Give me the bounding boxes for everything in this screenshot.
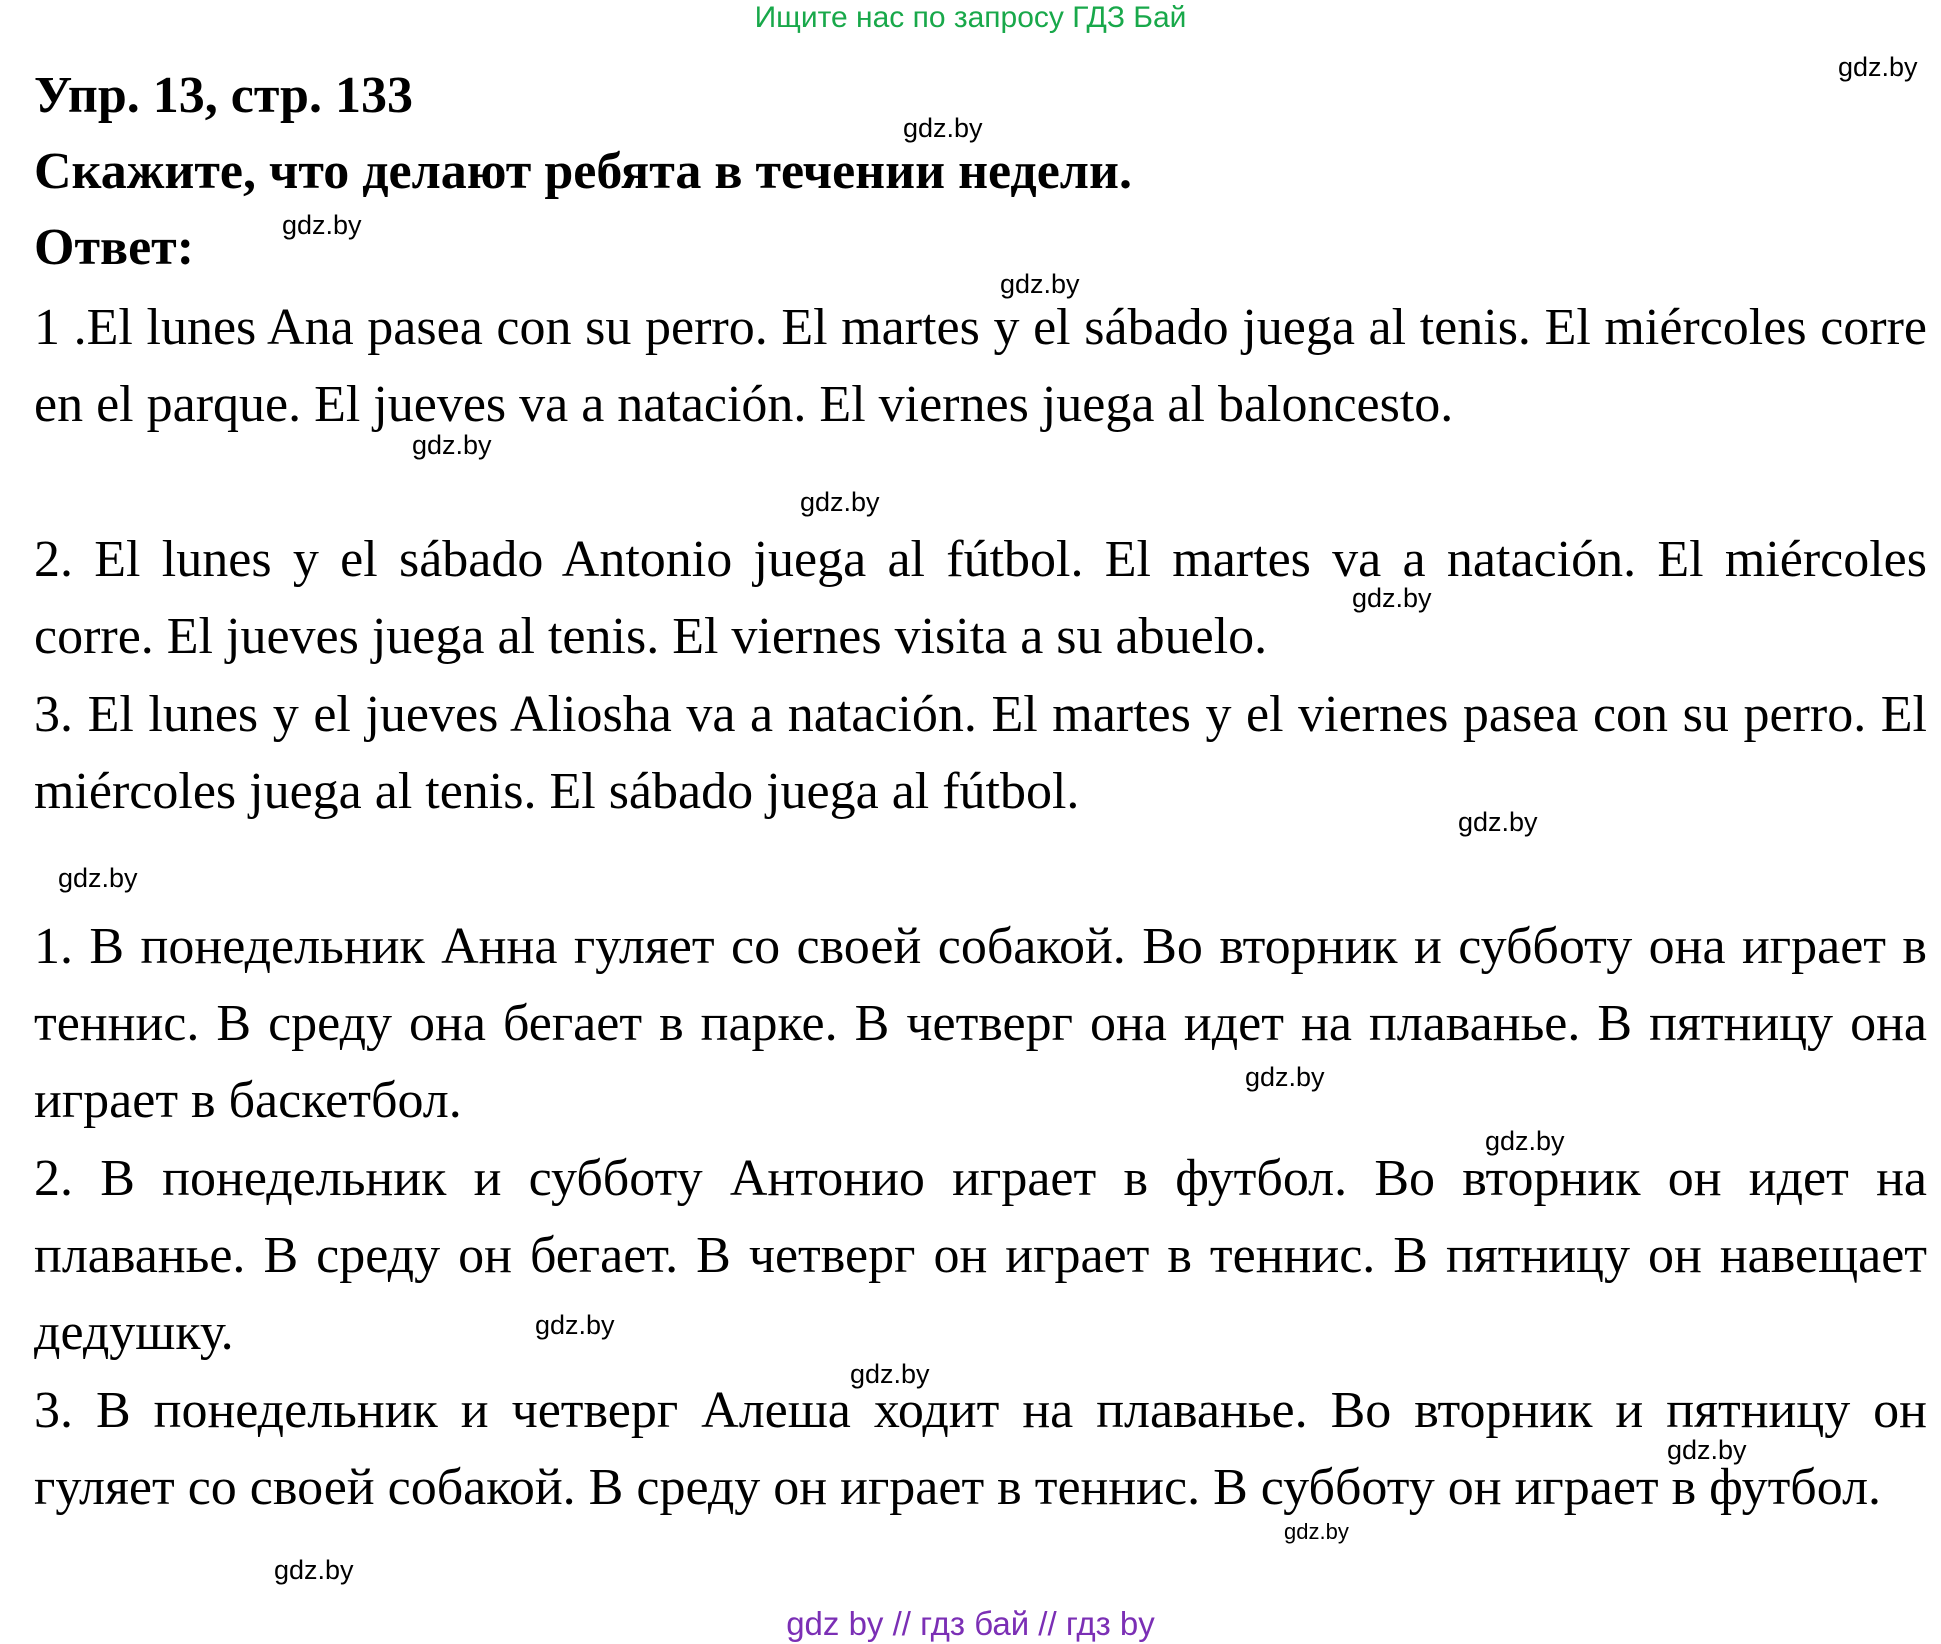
watermark: gdz.by bbox=[282, 210, 362, 240]
footer-links: gdz by // гдз бай // гдз by bbox=[786, 1605, 1155, 1642]
watermark: gdz.by bbox=[1667, 1435, 1747, 1465]
watermark: gdz.by bbox=[1485, 1126, 1565, 1156]
watermark: gdz.by bbox=[1245, 1062, 1325, 1092]
watermark: gdz.by bbox=[1284, 1519, 1349, 1544]
russian-paragraph-1: 1. В понедельник Анна гуляет со своей собакой. Во вторник и субботу она играет в теннис. В среду она бегает в парке. В четверг она идет на плаванье. В пятницу она играет в баскетбол. bbox=[34, 918, 1927, 1129]
watermark: gdz.by bbox=[1838, 52, 1918, 82]
watermark: gdz.by bbox=[903, 113, 983, 143]
watermark: gdz.by bbox=[535, 1310, 615, 1340]
watermark: gdz.by bbox=[1458, 807, 1538, 837]
russian-paragraph-2: 2. В понедельник и субботу Антонио играет в футбол. Во вторник он идет на плаванье. В среду он бегает. В четверг он играет в теннис. В пятницу он навещает дедушку. bbox=[34, 1150, 1927, 1361]
spanish-paragraph-3: 3. El lunes y el jueves Aliosha va a natación. El martes y el viernes pasea con su perro. El miércoles juega al tenis. El sábado juega al fútbol. bbox=[34, 686, 1927, 820]
watermark: gdz.by bbox=[412, 430, 492, 460]
answer-label: Ответ: bbox=[34, 219, 195, 276]
russian-paragraph-3: 3. В понедельник и четверг Алеша ходит на плаванье. Во вторник и пятницу он гуляет со своей собакой. В среду он играет в теннис. В субботу он играет в футбол. bbox=[34, 1382, 1927, 1516]
spanish-paragraph-1: 1 .El lunes Ana pasea con su perro. El martes y el sábado juega al tenis. El miércoles corre en el parque. El jueves va a natación. El viernes juega al baloncesto. bbox=[34, 299, 1927, 433]
top-banner: Ищите нас по запросу ГДЗ Бай bbox=[754, 1, 1187, 34]
spanish-paragraph-2: 2. El lunes y el sábado Antonio juega al fútbol. El martes va a natación. El miércoles corre. El jueves juega al tenis. El viernes visita a su abuelo. bbox=[34, 531, 1927, 665]
watermark: gdz.by bbox=[1000, 269, 1080, 299]
watermark: gdz.by bbox=[800, 487, 880, 517]
watermark: gdz.by bbox=[850, 1359, 930, 1389]
watermark: gdz.by bbox=[274, 1555, 354, 1585]
exercise-title: Упр. 13, стр. 133 bbox=[34, 67, 413, 124]
task-heading: Скажите, что делают ребята в течении недели. bbox=[34, 143, 1132, 200]
watermark: gdz.by bbox=[58, 863, 138, 893]
watermark: gdz.by bbox=[1352, 583, 1432, 613]
